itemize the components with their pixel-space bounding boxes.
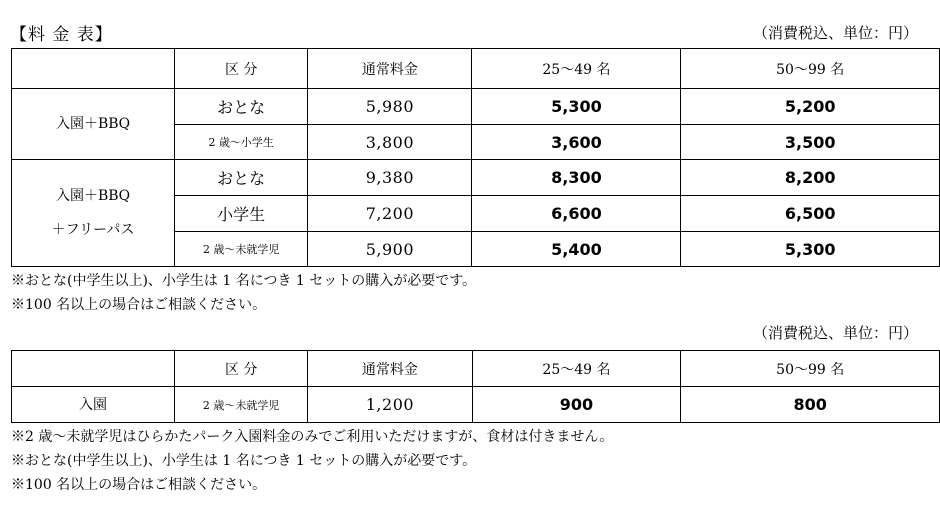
price-50-99: 6,500 bbox=[681, 196, 940, 232]
price-25-49: 3,600 bbox=[472, 125, 681, 160]
header-empty-cell bbox=[12, 49, 175, 89]
price-table-bbq bbox=[11, 48, 940, 267]
category-cell bbox=[12, 160, 175, 267]
price-table-admission bbox=[11, 350, 940, 423]
regular-price: 5,900 bbox=[308, 232, 472, 267]
header-category: 区 分 bbox=[175, 351, 308, 387]
note-line: ※おとな(中学生以上)、小学生は 1 名につき 1 セットの購入が必要です。 bbox=[11, 453, 477, 469]
header-empty-cell bbox=[12, 351, 175, 387]
header-50-99: 50～99 名 bbox=[681, 49, 940, 89]
header-25-49: 25～49 名 bbox=[472, 49, 681, 89]
price-50-99: 5,200 bbox=[681, 89, 940, 125]
unit-label: （消費税込、単位：円） bbox=[752, 24, 918, 42]
unit-label: （消費税込、単位：円） bbox=[752, 324, 918, 342]
row-label: 2 歳～小学生 bbox=[175, 125, 308, 160]
row-label: おとな bbox=[175, 89, 308, 125]
regular-price: 1,200 bbox=[308, 387, 472, 423]
row-label: おとな bbox=[175, 160, 308, 196]
price-50-99: 800 bbox=[681, 387, 940, 423]
table-row bbox=[12, 89, 940, 125]
note-line: ※100 名以上の場合はご相談ください。 bbox=[11, 297, 267, 313]
category-line: 入園＋BBQ bbox=[56, 188, 131, 204]
price-50-99: 3,500 bbox=[681, 125, 940, 160]
note-line: ※2 歳～未就学児はひらかたパーク入園料金のみでご利用いただけますが、食材は付きません。 bbox=[11, 429, 614, 445]
regular-price: 3,800 bbox=[308, 125, 472, 160]
regular-price: 9,380 bbox=[308, 160, 472, 196]
table-header-row bbox=[12, 351, 940, 387]
price-25-49: 900 bbox=[472, 387, 681, 423]
regular-price: 5,980 bbox=[308, 89, 472, 125]
price-25-49: 8,300 bbox=[472, 160, 681, 196]
regular-price: 7,200 bbox=[308, 196, 472, 232]
header-category: 区 分 bbox=[175, 49, 308, 89]
table-row bbox=[12, 160, 940, 196]
price-25-49: 5,400 bbox=[472, 232, 681, 267]
price-50-99: 8,200 bbox=[681, 160, 940, 196]
header-regular-price: 通常料金 bbox=[308, 49, 472, 89]
row-label: 小学生 bbox=[175, 196, 308, 232]
header-50-99: 50～99 名 bbox=[681, 351, 940, 387]
price-50-99: 5,300 bbox=[681, 232, 940, 267]
note-line: ※100 名以上の場合はご相談ください。 bbox=[11, 477, 267, 493]
row-label: 2 歳～未就学児 bbox=[175, 387, 308, 423]
table-row bbox=[12, 387, 940, 423]
header-regular-price: 通常料金 bbox=[308, 351, 472, 387]
category-cell: 入園 bbox=[12, 387, 175, 423]
category-cell: 入園＋BBQ bbox=[12, 89, 175, 160]
category-line: ＋フリーパス bbox=[51, 222, 135, 238]
price-25-49: 6,600 bbox=[472, 196, 681, 232]
page-title: 【料 金 表】 bbox=[10, 25, 113, 45]
price-25-49: 5,300 bbox=[472, 89, 681, 125]
table-header-row bbox=[12, 49, 940, 89]
header-25-49: 25～49 名 bbox=[472, 351, 681, 387]
note-line: ※おとな(中学生以上)、小学生は 1 名につき 1 セットの購入が必要です。 bbox=[11, 273, 477, 289]
row-label: 2 歳～未就学児 bbox=[175, 232, 308, 267]
